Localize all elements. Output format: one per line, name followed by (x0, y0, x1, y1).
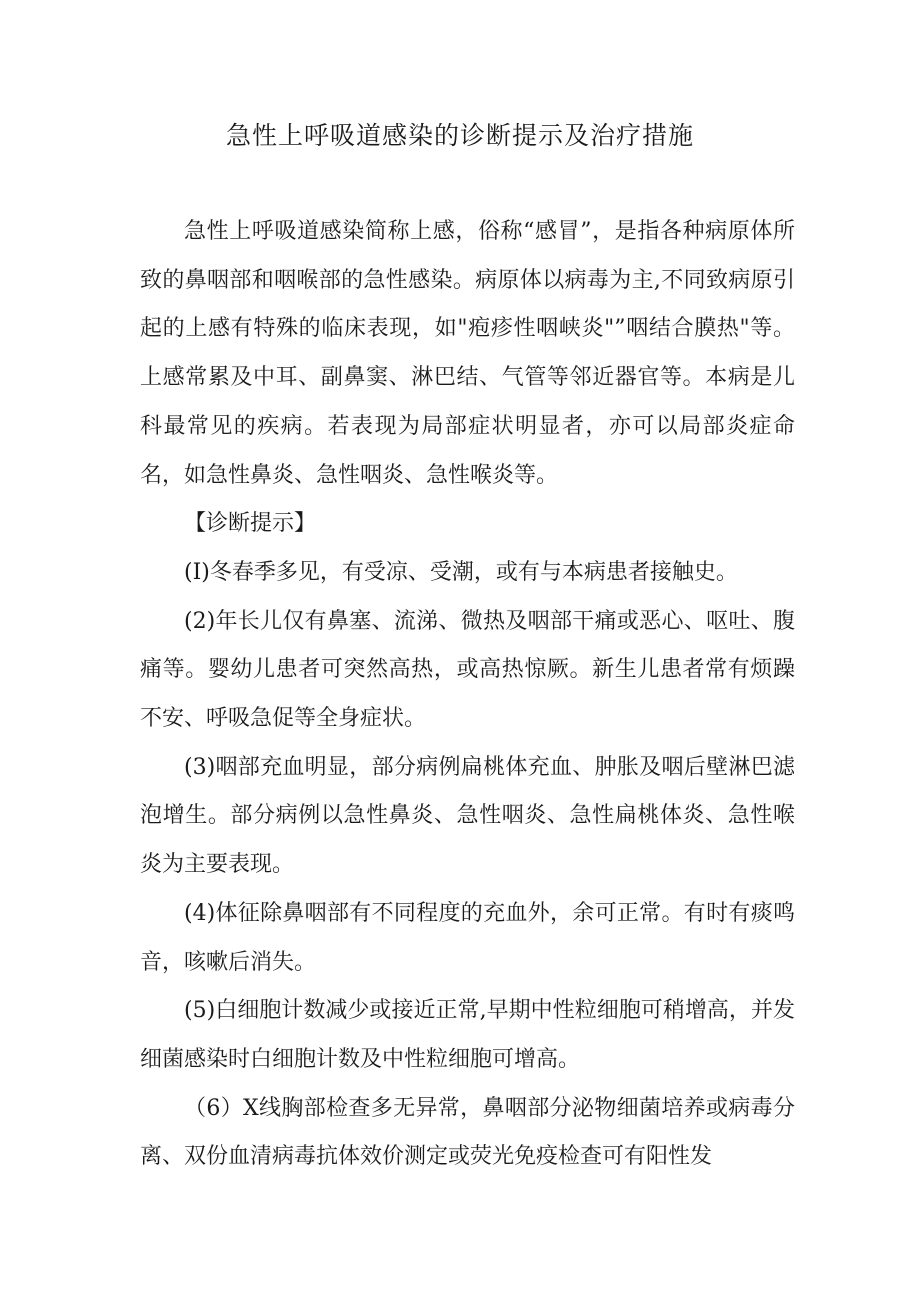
diagnosis-item-3: (3)咽部充血明显，部分病例扁桃体充血、肿胀及咽后壁淋巴滤泡增生。部分病例以急性鼻炎、急性咽炎、急性扁桃体炎、急性喉炎为主要表现。 (140, 754, 795, 878)
document-title: 急性上呼吸道感染的诊断提示及治疗措施 (225, 121, 694, 150)
intro-paragraph: 急性上呼吸道感染简称上感，俗称“感冒”，是指各种病原体所致的鼻咽部和咽喉部的急性感染。病原体以病毒为主,不同致病原引起的上感有特殊的临床表现，如"疱疹性咽峡炎"”咽结合膜热"等。上感常累及中耳、副鼻窦、淋巴结、气管等邻近器官等。本病是儿科最常见的疾病。若表现为局部症状明显者，亦可以局部炎症命名，如急性鼻炎、急性咽炎、急性喉炎等。 (140, 219, 795, 488)
diagnosis-item-4: (4)体征除鼻咽部有不同程度的充血外，余可正常。有时有痰鸣音，咳嗽后消失。 (140, 900, 795, 975)
diagnosis-item-1: (I)冬春季多见，有受凉、受潮，或有与本病患者接触史。 (184, 559, 738, 585)
section-heading-diagnosis: 【诊断提示】 (184, 511, 317, 537)
diagnosis-item-2: (2)年长儿仅有鼻塞、流涕、微热及咽部干痛或恶心、呕吐、腹痛等。婴幼儿患者可突然高热，或高热惊厥。新生儿患者常有烦躁不安、呼吸急促等全身症状。 (140, 608, 795, 732)
diagnosis-item-6: （6）X线胸部检查多无异常，鼻咽部分泌物细菌培养或病毒分离、双份血清病毒抗体效价测定或荧光免疫检查可有阳性发 (140, 1095, 795, 1170)
document-body (140, 208, 795, 1182)
diagnosis-item-5: (5)白细胞计数减少或接近正常,早期中性粒细胞可稍增高，并发细菌感染时白细胞计数及中性粒细胞可增高。 (140, 998, 795, 1072)
